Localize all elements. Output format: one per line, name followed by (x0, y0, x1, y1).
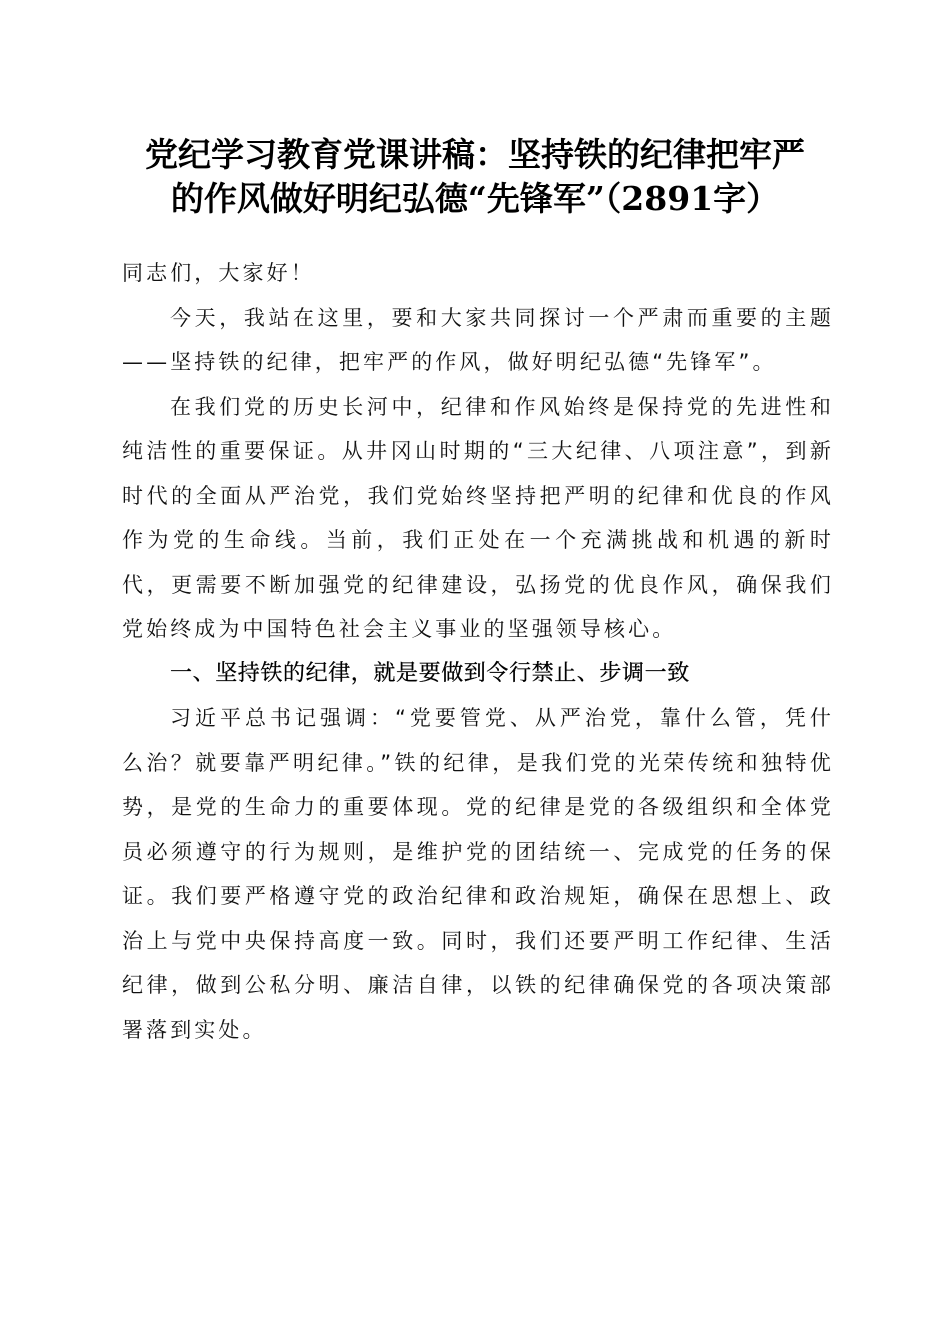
greeting: 同志们，大家好！ (122, 261, 315, 285)
title-line-1: 党纪学习教育党课讲稿：坚持铁的纪律把牢严 (145, 135, 805, 174)
paragraph-iron-discipline: 习近平总书记强调：“党要管党、从严治党，靠什么管，凭什么治？就要靠严明纪律。”铁的纪律，是我们党的光荣传统和独特优势，是党的生命力的重要体现。党的纪律是党的各级组织和全体党员必须遵守的行为规则，是维护党的团结统一、完成党的任务的保证。我们要严格遵守党的政治纪律和政治规矩，确保在思想上、政治上与党中央保持高度一致。同时，我们还要严明工作纪律、生活纪律，做到公私分明、廉洁自律，以铁的纪律确保党的各项决策部署落到实处。 (122, 706, 834, 1042)
document-body (122, 251, 834, 1052)
paragraph-history: 在我们党的历史长河中，纪律和作风始终是保持党的先进性和纯洁性的重要保证。从井冈山时期的“三大纪律、八项注意”，到新时代的全面从严治党，我们党始终坚持把严明的纪律和优良的作风作为党的生命线。当前，我们正处在一个充满挑战和机遇的新时代，更需要不断加强党的纪律建设，弘扬党的优良作风，确保我们党始终成为中国特色社会主义事业的坚强领导核心。 (122, 394, 834, 641)
title-line-2: 的作风做好明纪弘德“先锋军”（2891字） (170, 179, 780, 218)
section-heading-1: 一、坚持铁的纪律，就是要做到令行禁止、步调一致 (170, 660, 690, 686)
document-title (100, 133, 850, 221)
paragraph-intro: 今天，我站在这里，要和大家共同探讨一个严肃而重要的主题——坚持铁的纪律，把牢严的作风，做好明纪弘德“先锋军”。 (122, 305, 834, 374)
